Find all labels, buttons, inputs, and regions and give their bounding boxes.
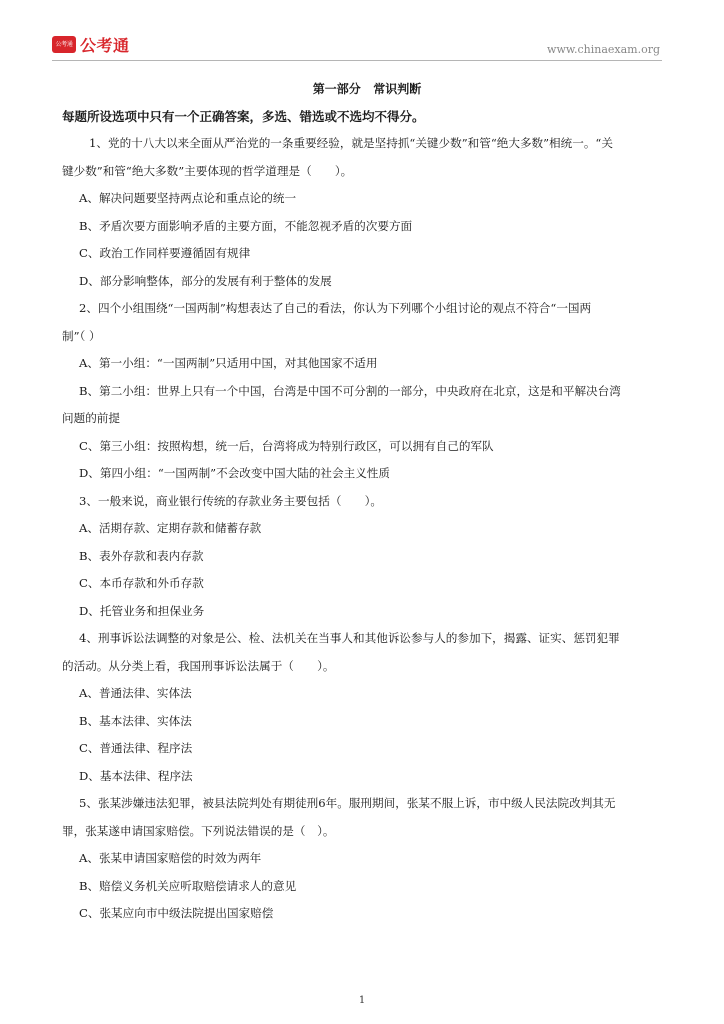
logo-badge-icon: 公考通 <box>52 36 76 53</box>
option-c: C、本币存款和外币存款 <box>79 576 204 590</box>
page-header <box>0 0 724 64</box>
question-stem-line: 3、一般来说，商业银行传统的存款业务主要包括（ ）。 <box>79 493 383 508</box>
header-divider <box>52 60 662 61</box>
option-c: C、第三小组：按照构想，统一后，台湾将成为特别行政区，可以拥有自己的军队 <box>79 438 494 453</box>
option-a: A、普通法律、实体法 <box>79 686 192 700</box>
question-stem-line: 4、刑事诉讼法调整的对象是公、检、法机关在当事人和其他诉讼参与人的参加下，揭露、证实、惩罚犯罪 <box>79 631 620 645</box>
option-b: B、赔偿义务机关应听取赔偿请求人的意见 <box>79 878 297 893</box>
question-5 <box>62 790 672 928</box>
document-body <box>62 76 672 928</box>
logo-text: 公考通 <box>80 36 130 55</box>
option-a: A、张某申请国家赔偿的时效为两年 <box>79 851 262 865</box>
option-c: C、张某应向市中级法院提出国家赔偿 <box>79 906 274 920</box>
question-2 <box>62 295 672 488</box>
option-b: B、基本法律、实体法 <box>79 713 192 728</box>
option-a: A、活期存款、定期存款和储蓄存款 <box>79 521 262 535</box>
question-1 <box>62 130 672 295</box>
option-b-continued: 问题的前提 <box>62 411 120 425</box>
option-b: B、第二小组：世界上只有一个中国，台湾是中国不可分割的一部分，中央政府在北京，这是和平解决台湾 <box>79 383 621 398</box>
option-d: D、基本法律、程序法 <box>79 768 193 783</box>
option-c: C、普通法律、程序法 <box>79 741 193 755</box>
question-3 <box>62 488 672 626</box>
question-stem-line: 制”（ ） <box>62 328 101 343</box>
question-stem-line: 2、四个小组围绕“一国两制”构想表达了自己的看法，你认为下列哪个小组讨论的观点不符合“一国两 <box>79 301 592 315</box>
option-a: A、第一小组：“一国两制”只适用中国，对其他国家不适用 <box>79 356 378 370</box>
option-b: B、矛盾次要方面影响矛盾的主要方面，不能忽视矛盾的次要方面 <box>79 218 413 233</box>
instruction-text: 每题所设选项中只有一个正确答案，多选、错选或不选均不得分。 <box>62 109 425 124</box>
option-d: D、托管业务和担保业务 <box>79 603 205 618</box>
question-stem-line: 罪，张某遂申请国家赔偿。下列说法错误的是（ ）。 <box>62 823 335 838</box>
option-d: D、部分影响整体，部分的发展有利于整体的发展 <box>79 273 332 288</box>
question-4 <box>62 625 672 790</box>
question-stem-line: 1、党的十八大以来全面从严治党的一条重要经验，就是坚持抓“关键少数”和管“绝大多数”相统一。“关 <box>89 136 613 150</box>
question-stem-line: 的活动。从分类上看，我国刑事诉讼法属于（ ）。 <box>62 658 335 673</box>
option-c: C、政治工作同样要遵循固有规律 <box>79 246 251 260</box>
question-stem-line: 键少数”和管“绝大多数”主要体现的哲学道理是（ ）。 <box>62 163 353 178</box>
question-stem-line: 5、张某涉嫌违法犯罪，被县法院判处有期徒刑6年。服刑期间，张某不服上诉，市中级人民法院改判其无 <box>79 796 616 810</box>
site-url: www.chinaexam.org <box>547 43 660 56</box>
section-title: 第一部分 常识判断 <box>312 82 422 96</box>
option-b: B、表外存款和表内存款 <box>79 548 204 563</box>
option-d: D、第四小组：“一国两制”不会改变中国大陆的社会主义性质 <box>79 466 390 480</box>
page-number: 1 <box>358 995 366 1006</box>
option-a: A、解决问题要坚持两点论和重点论的统一 <box>79 191 297 205</box>
brand-logo <box>52 33 130 56</box>
